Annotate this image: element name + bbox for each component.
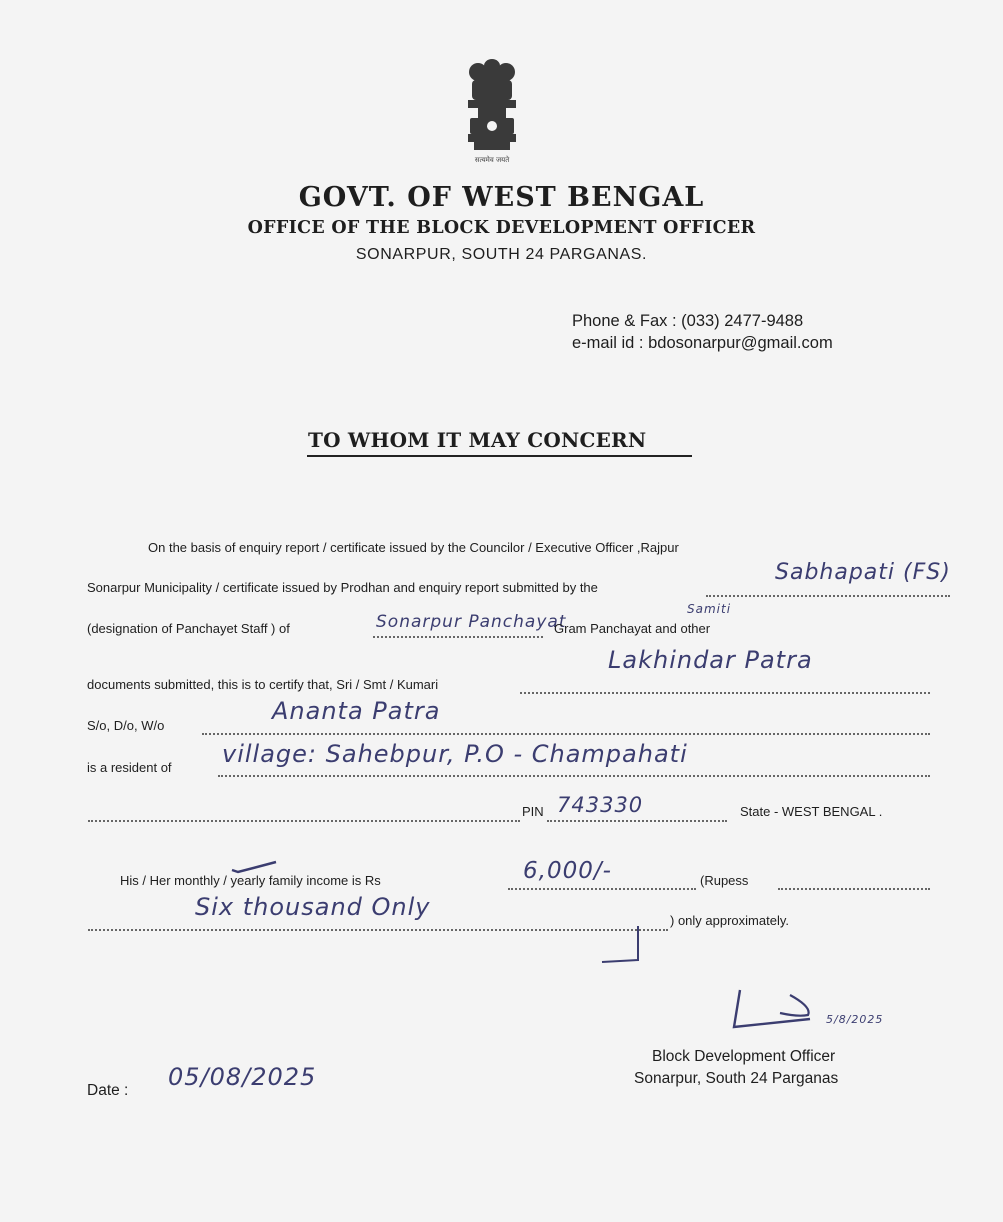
filled-name: Lakhindar Patra <box>608 646 813 674</box>
body-line-1: On the basis of enquiry report / certificate issued by the Councilor / Executive Officer ,Rajpur <box>148 540 679 555</box>
date-label: Date : <box>87 1082 129 1099</box>
title-underline <box>307 455 692 457</box>
filled-designation: Sabhapati (FS) <box>775 560 951 585</box>
body-line-6: is a resident of <box>87 760 172 775</box>
document-title: TO WHOM IT MAY CONCERN <box>308 428 647 452</box>
filled-income: 6,000/- <box>523 858 612 884</box>
officer-signature-icon <box>720 985 840 1045</box>
office-address: SONARPUR, SOUTH 24 PARGANAS. <box>355 246 648 263</box>
officer-location: Sonarpur, South 24 Parganas <box>634 1070 839 1087</box>
state-label: State - WEST BENGAL . <box>740 804 883 819</box>
emblem-motto: सत्यमेव जयते <box>474 156 510 164</box>
filled-address: village: Sahebpur, P.O - Champahati <box>222 740 688 768</box>
body-line-3-prefix: (designation of Panchayet Staff ) of <box>87 621 290 636</box>
body-line-9-suffix: ) only approximately. <box>670 913 789 928</box>
state-emblem-icon <box>456 56 528 168</box>
filled-income-words: Six thousand Only <box>195 893 431 921</box>
filled-date: 05/08/2025 <box>168 1063 317 1091</box>
phone-fax: Phone & Fax : (033) 2477-9488 <box>572 312 804 330</box>
signature-date: 5/8/2025 <box>826 1013 884 1026</box>
office-heading: OFFICE OF THE BLOCK DEVELOPMENT OFFICER <box>247 218 756 238</box>
body-line-5: S/o, D/o, W/o <box>87 718 165 733</box>
body-line-4: documents submitted, this is to certify that, Sri / Smt / Kumari <box>87 677 439 692</box>
body-line-8-suffix: (Rupess <box>700 873 749 888</box>
filled-guardian: Ananta Patra <box>272 697 441 725</box>
email-address: e-mail id : bdosonarpur@gmail.com <box>572 334 833 352</box>
flourish-mark-icon <box>598 924 648 968</box>
filled-panchayat: Sonarpur Panchayat <box>376 612 567 632</box>
pin-label: PIN <box>522 804 544 819</box>
body-line-2: Sonarpur Municipality / certificate issued by Prodhan and enquiry report submitted by the <box>87 580 598 595</box>
tick-mark-icon <box>230 860 280 874</box>
body-line-3-suffix: Gram Panchayat and other <box>554 621 711 636</box>
filled-samiti: Samiti <box>687 602 732 616</box>
filled-pin: 743330 <box>557 793 644 817</box>
govt-heading: GOVT. OF WEST BENGAL <box>298 182 705 213</box>
officer-designation: Block Development Officer <box>652 1048 836 1065</box>
body-line-8-prefix: His / Her monthly / yearly family income is Rs <box>120 873 381 888</box>
